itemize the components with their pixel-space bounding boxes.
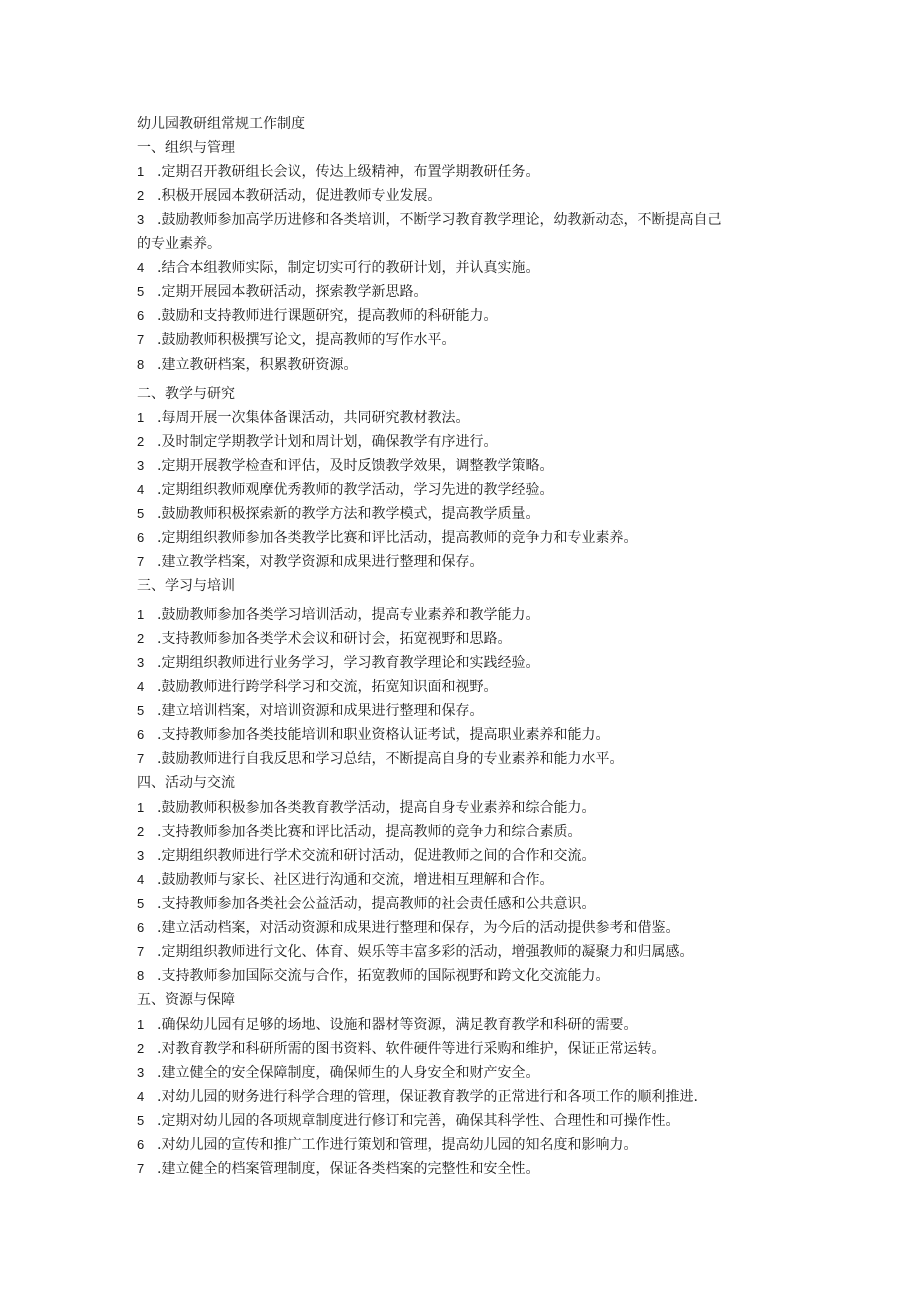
item-text: .对幼儿园的财务进行科学合理的管理，保证教育教学的正常进行和各项工作的顺利推进. xyxy=(157,1089,698,1105)
item-number: 3 xyxy=(137,458,145,473)
list-item xyxy=(137,409,787,427)
item-text: .定期组织教师进行文化、体育、娱乐等丰富多彩的活动，增强教师的凝聚力和归属感。 xyxy=(157,944,694,960)
item-text: .定期组织教师观摩优秀教师的教学活动，学习先进的教学经验。 xyxy=(157,482,554,498)
list-item xyxy=(137,307,787,325)
item-text: .支持教师参加各类技能培训和职业资格认证考试，提高职业素养和能力。 xyxy=(157,727,610,743)
item-text: .鼓励教师进行自我反思和学习总结，不断提高自身的专业素养和能力水平。 xyxy=(157,751,624,767)
item-number: 6 xyxy=(137,1137,145,1152)
list-item xyxy=(137,799,787,817)
list-item xyxy=(137,211,787,229)
item-number: 7 xyxy=(137,554,145,569)
item-number: 4 xyxy=(137,482,145,497)
item-number: 2 xyxy=(137,1041,145,1056)
item-text: .支持教师参加各类学术会议和研讨会，拓宽视野和思路。 xyxy=(157,631,512,647)
item-number: 5 xyxy=(137,896,145,911)
item-text: .鼓励教师与家长、社区进行沟通和交流，增进相互理解和合作。 xyxy=(157,872,554,888)
list-item xyxy=(137,283,787,301)
list-item xyxy=(137,1136,787,1154)
item-number: 1 xyxy=(137,607,145,622)
item-number: 7 xyxy=(137,944,145,959)
list-item xyxy=(137,606,787,624)
section-heading: 五、资源与保障 xyxy=(137,992,235,1008)
item-number: 2 xyxy=(137,631,145,646)
item-text: .鼓励教师参加高学历进修和各类培训，不断学习教育教学理论，幼教新动态，不断提高自己 xyxy=(157,212,722,228)
list-item xyxy=(137,654,787,672)
list-item xyxy=(137,847,787,865)
list-item xyxy=(137,726,787,744)
item-number: 4 xyxy=(137,679,145,694)
item-number: 6 xyxy=(137,920,145,935)
item-number: 2 xyxy=(137,824,145,839)
list-item xyxy=(137,967,787,985)
item-text: .鼓励教师参加各类学习培训活动，提高专业素养和教学能力。 xyxy=(157,607,540,623)
item-text: .鼓励教师进行跨学科学习和交流，拓宽知识面和视野。 xyxy=(157,679,498,695)
list-item xyxy=(137,1016,787,1034)
item-number: 7 xyxy=(137,332,145,347)
item-text: .建立健全的安全保障制度，确保师生的人身安全和财产安全。 xyxy=(157,1065,540,1081)
item-text: .建立活动档案，对活动资源和成果进行整理和保存，为今后的活动提供参考和借鉴。 xyxy=(157,920,680,936)
item-text: .鼓励教师积极探索新的教学方法和教学模式，提高教学质量。 xyxy=(157,506,540,522)
item-number: 5 xyxy=(137,284,145,299)
item-number: 2 xyxy=(137,188,145,203)
item-text: .积极开展园本教研活动，促进教师专业发展。 xyxy=(157,188,442,204)
item-text: .建立健全的档案管理制度，保证各类档案的完整性和安全性。 xyxy=(157,1161,540,1177)
item-text: .定期召开教研组长会议，传达上级精神，布置学期教研任务。 xyxy=(157,164,540,180)
item-text: .定期组织教师参加各类教学比赛和评比活动，提高教师的竞争力和专业素养。 xyxy=(157,530,638,546)
list-item xyxy=(137,1064,787,1082)
list-item xyxy=(137,1160,787,1178)
item-number: 7 xyxy=(137,751,145,766)
list-item xyxy=(137,678,787,696)
item-number: 8 xyxy=(137,968,145,983)
list-item xyxy=(137,871,787,889)
list-item xyxy=(137,895,787,913)
item-text: .定期开展教学检查和评估，及时反馈教学效果，调整教学策略。 xyxy=(157,458,554,474)
list-item xyxy=(137,702,787,720)
item-number: 6 xyxy=(137,727,145,742)
item-number: 4 xyxy=(137,260,145,275)
item-text: .支持教师参加各类社会公益活动，提高教师的社会责任感和公共意识。 xyxy=(157,896,596,912)
list-item xyxy=(137,187,787,205)
item-number: 5 xyxy=(137,506,145,521)
list-item xyxy=(137,553,787,571)
item-number: 1 xyxy=(137,410,145,425)
list-item xyxy=(137,259,787,277)
item-number: 6 xyxy=(137,530,145,545)
item-text: .对幼儿园的宣传和推广工作进行策划和管理，提高幼儿园的知名度和影响力。 xyxy=(157,1137,638,1153)
item-text: .支持教师参加国际交流与合作，拓宽教师的国际视野和跨文化交流能力。 xyxy=(157,968,610,984)
list-item xyxy=(137,433,787,451)
item-text: .定期组织教师进行学术交流和研讨活动，促进教师之间的合作和交流。 xyxy=(157,848,596,864)
list-item xyxy=(137,750,787,768)
item-text: .定期组织教师进行业务学习，学习教育教学理论和实践经验。 xyxy=(157,655,540,671)
item-text: .鼓励教师积极撰写论文，提高教师的写作水平。 xyxy=(157,332,456,348)
item-number: 7 xyxy=(137,1161,145,1176)
list-item xyxy=(137,163,787,181)
list-item xyxy=(137,1040,787,1058)
item-text: .每周开展一次集体备课活动，共同研究教材教法。 xyxy=(157,410,470,426)
list-item xyxy=(137,457,787,475)
item-number: 3 xyxy=(137,655,145,670)
item-text: .结合本组教师实际，制定切实可行的教研计划，并认真实施。 xyxy=(157,260,540,276)
item-number: 1 xyxy=(137,1017,145,1032)
item-number: 4 xyxy=(137,872,145,887)
item-text: .定期对幼儿园的各项规章制度进行修订和完善，确保其科学性、合理性和可操作性。 xyxy=(157,1113,680,1129)
item-text: .确保幼儿园有足够的场地、设施和器材等资源，满足教育教学和科研的需要。 xyxy=(157,1017,638,1033)
section-heading: 一、组织与管理 xyxy=(137,140,235,156)
item-number: 3 xyxy=(137,848,145,863)
section-heading: 二、教学与研究 xyxy=(137,386,235,402)
item-text: .鼓励和支持教师进行课题研究，提高教师的科研能力。 xyxy=(157,308,498,324)
document-title: 幼儿园教研组常规工作制度 xyxy=(137,116,305,132)
list-item xyxy=(137,356,787,374)
item-number: 8 xyxy=(137,357,145,372)
item-number: 1 xyxy=(137,800,145,815)
item-text: .建立培训档案，对培训资源和成果进行整理和保存。 xyxy=(157,703,484,719)
item-number: 3 xyxy=(137,1065,145,1080)
item-text: .建立教学档案，对教学资源和成果进行整理和保存。 xyxy=(157,554,484,570)
item-text: .定期开展园本教研活动，探索教学新思路。 xyxy=(157,284,428,300)
item-text: .建立教研档案，积累教研资源。 xyxy=(157,357,358,373)
list-item xyxy=(137,943,787,961)
section-heading: 三、学习与培训 xyxy=(137,578,235,594)
list-item xyxy=(137,1112,787,1130)
item-number: 5 xyxy=(137,703,145,718)
item-number: 5 xyxy=(137,1113,145,1128)
item-number: 1 xyxy=(137,164,145,179)
list-item xyxy=(137,331,787,349)
item-text: .鼓励教师积极参加各类教育教学活动，提高自身专业素养和综合能力。 xyxy=(157,800,596,816)
list-item xyxy=(137,630,787,648)
item-text: .及时制定学期教学计划和周计划，确保教学有序进行。 xyxy=(157,434,498,450)
item-number: 2 xyxy=(137,434,145,449)
item-text: .对教育教学和科研所需的图书资料、软件硬件等进行采购和维护，保证正常运转。 xyxy=(157,1041,666,1057)
item-text: .支持教师参加各类比赛和评比活动，提高教师的竞争力和综合素质。 xyxy=(157,824,582,840)
list-item xyxy=(137,505,787,523)
section-heading: 四、活动与交流 xyxy=(137,775,235,791)
list-item xyxy=(137,529,787,547)
item-number: 3 xyxy=(137,212,145,227)
list-item xyxy=(137,823,787,841)
item-text-continuation: 的专业素养。 xyxy=(137,236,221,252)
list-item xyxy=(137,481,787,499)
list-item xyxy=(137,1088,787,1106)
list-item xyxy=(137,919,787,937)
item-number: 4 xyxy=(137,1089,145,1104)
item-number: 6 xyxy=(137,308,145,323)
